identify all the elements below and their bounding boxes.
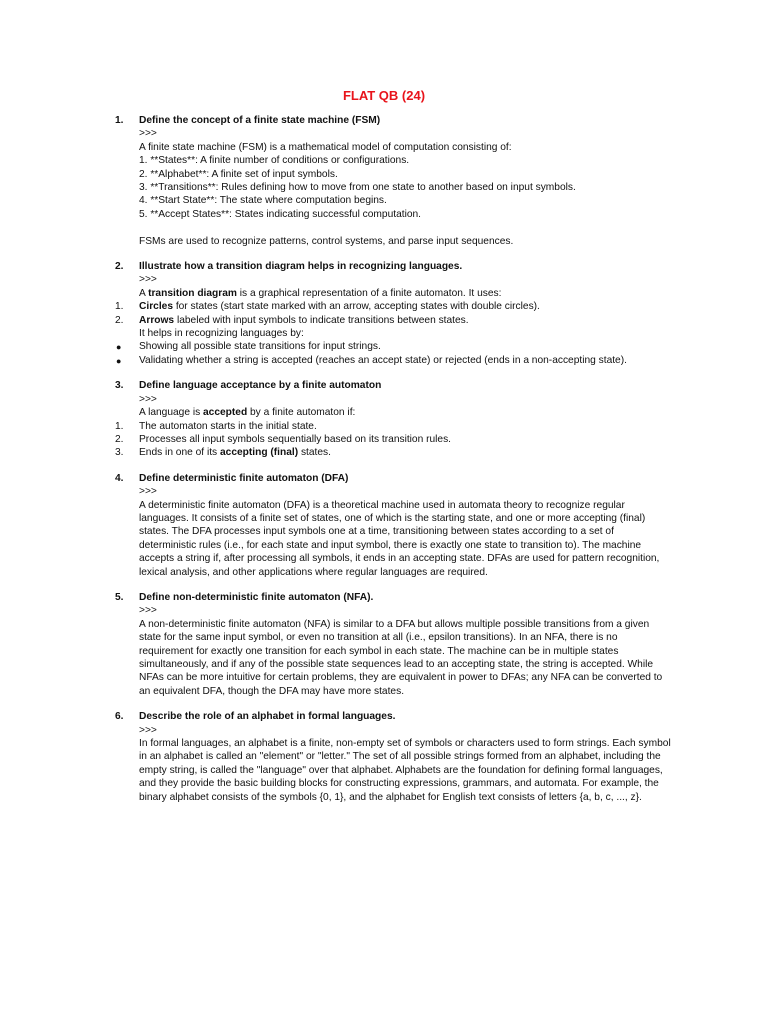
answer-paragraph: In formal languages, an alphabet is a finite, non-empty set of symbols or characters used to form strings. Each symbol in an alphabet is called an "element" or "letter." The set of all possible strings formed from an alphabet, including the empty string, is called the "language" over that alphabet. Alphabets are the foundation for defining formal languages, and they provide the basic building blocks for constructing expressions, grammars, and automata. For example, the binary alphabet consists of the symbols {0, 1}, and the alphabet for English text consists of letters {a, b, c, ..., z}.: [139, 738, 671, 803]
item-bold-term: Arrows: [139, 314, 175, 326]
intro-text: by a finite automaton if:: [247, 407, 356, 419]
question-heading: [0, 114, 768, 127]
page-title: FLAT QB (24): [342, 88, 426, 103]
intro-text: A language is: [139, 407, 204, 419]
numbered-item: [0, 314, 768, 327]
item-bold-term: accepting (final): [219, 447, 299, 459]
intro-bold-term: transition diagram: [148, 287, 237, 299]
question-number: 6.: [115, 711, 124, 723]
question-3: [0, 379, 768, 459]
question-title: Define non-deterministic finite automaton (NFA).: [139, 591, 374, 603]
answer-closing: FSMs are used to recognize patterns, control systems, and parse input sequences.: [139, 235, 514, 247]
item-number: 2.: [115, 433, 124, 445]
question-title: Define deterministic finite automaton (DFA): [139, 472, 349, 484]
bullet-item: [0, 340, 768, 353]
bullet-text: Validating whether a string is accepted (reaches an accept state) or rejected (ends in a non-accepting state).: [139, 354, 627, 366]
item-number: 1.: [115, 420, 124, 432]
question-heading: [0, 710, 768, 723]
question-number: 1.: [115, 115, 124, 126]
answer-line: A finite state machine (FSM) is a mathematical model of computation consisting of:: [139, 141, 512, 153]
question-title: Describe the role of an alphabet in formal languages.: [139, 711, 396, 723]
answer-line: 2. **Alphabet**: A finite set of input symbols.: [139, 168, 338, 180]
answer-intro: [0, 406, 768, 419]
item-text: labeled with input symbols to indicate transitions between states.: [174, 314, 469, 326]
intro-text: A: [139, 287, 149, 299]
item-text: Processes all input symbols sequentially based on its transition rules.: [139, 433, 452, 445]
bullet-text: Showing all possible state transitions for input strings.: [139, 341, 381, 353]
answer-line: 3. **Transitions**: Rules defining how to move from one state to another based on input symbols.: [139, 182, 576, 194]
numbered-item: [0, 433, 768, 446]
answer-paragraph: A deterministic finite automaton (DFA) is a theoretical machine used in automata theory to recognize regular languages. It consists of a finite set of states, one of which is the starting state, and one or more accepting (final) states. The DFA processes input symbols one at a time, transitioning between states according to a set of deterministic rules (i.e., for each state and input symbol, there is exactly one state to transition to). The machine accepts a string if, after processing all symbols, it ends in an accepting state. DFAs are used for pattern recognition, lexical analysis, and other applications where regular languages are required.: [139, 499, 660, 578]
item-text: for states (start state marked with an arrow, accepting states with double circles).: [172, 301, 540, 313]
intro-text: is a graphical representation of a finite automaton. It uses:: [236, 287, 502, 299]
answer-line: 1. **States**: A finite number of conditions or configurations.: [139, 155, 410, 167]
spacer: [0, 221, 768, 234]
item-number: 3.: [115, 447, 124, 459]
item-bold-term: Circles: [139, 301, 173, 313]
item-number: 1.: [115, 301, 124, 313]
answer-line: 5. **Accept States**: States indicating successful computation.: [139, 208, 422, 220]
question-number: 2.: [115, 261, 124, 273]
answer-marker: >>>: [139, 486, 157, 498]
question-number: 3.: [115, 380, 124, 392]
question-4: [0, 472, 768, 579]
question-heading: [0, 379, 768, 392]
answer-marker: >>>: [139, 393, 157, 405]
answer-marker: >>>: [139, 605, 157, 617]
question-2: [0, 260, 768, 367]
bullet-icon: ●: [116, 355, 122, 366]
question-6: [0, 710, 768, 804]
answer-intro: [0, 287, 768, 300]
item-text: Ends in one of its: [139, 447, 220, 459]
answer-line: 4. **Start State**: The state where computation begins.: [139, 195, 387, 207]
numbered-item: [0, 300, 768, 313]
answer-marker: >>>: [139, 128, 157, 140]
question-heading: [0, 260, 768, 273]
question-list: [0, 114, 768, 816]
numbered-item: [0, 446, 768, 459]
question-5: [0, 591, 768, 698]
question-number: 5.: [115, 591, 124, 603]
intro-bold-term: accepted: [203, 407, 248, 419]
bullet-item: [0, 354, 768, 367]
item-number: 2.: [115, 314, 124, 326]
question-title: Define language acceptance by a finite automaton: [139, 380, 382, 392]
question-1: [0, 114, 768, 248]
question-title: Illustrate how a transition diagram helps in recognizing languages.: [139, 261, 463, 273]
bullet-icon: ●: [116, 342, 122, 353]
answer-paragraph: A non-deterministic finite automaton (NFA) is similar to a DFA but allows multiple possible transitions from a given state for the same input symbol, or even no transition at all (i.e., epsilon transitions). In an NFA, there is no requirement for exactly one transition for each symbol in each state. The machine can be in multiple states simultaneously, and if any of the possible state sequences lead to an accepting state, the string is accepted. While NFAs can be more intuitive for certain problems, they are equivalent in power to DFAs; any NFA can be converted to an equivalent DFA, though the DFA may have more states.: [139, 618, 663, 697]
answer-line: It helps in recognizing languages by:: [139, 328, 304, 340]
numbered-item: [0, 420, 768, 433]
item-text: states.: [298, 447, 331, 459]
answer-marker: >>>: [139, 274, 157, 286]
question-heading: [0, 591, 768, 604]
question-heading: [0, 472, 768, 485]
item-text: The automaton starts in the initial state.: [139, 420, 317, 432]
question-title: Define the concept of a finite state machine (FSM): [139, 115, 381, 126]
question-number: 4.: [115, 472, 124, 484]
answer-marker: >>>: [139, 724, 157, 736]
